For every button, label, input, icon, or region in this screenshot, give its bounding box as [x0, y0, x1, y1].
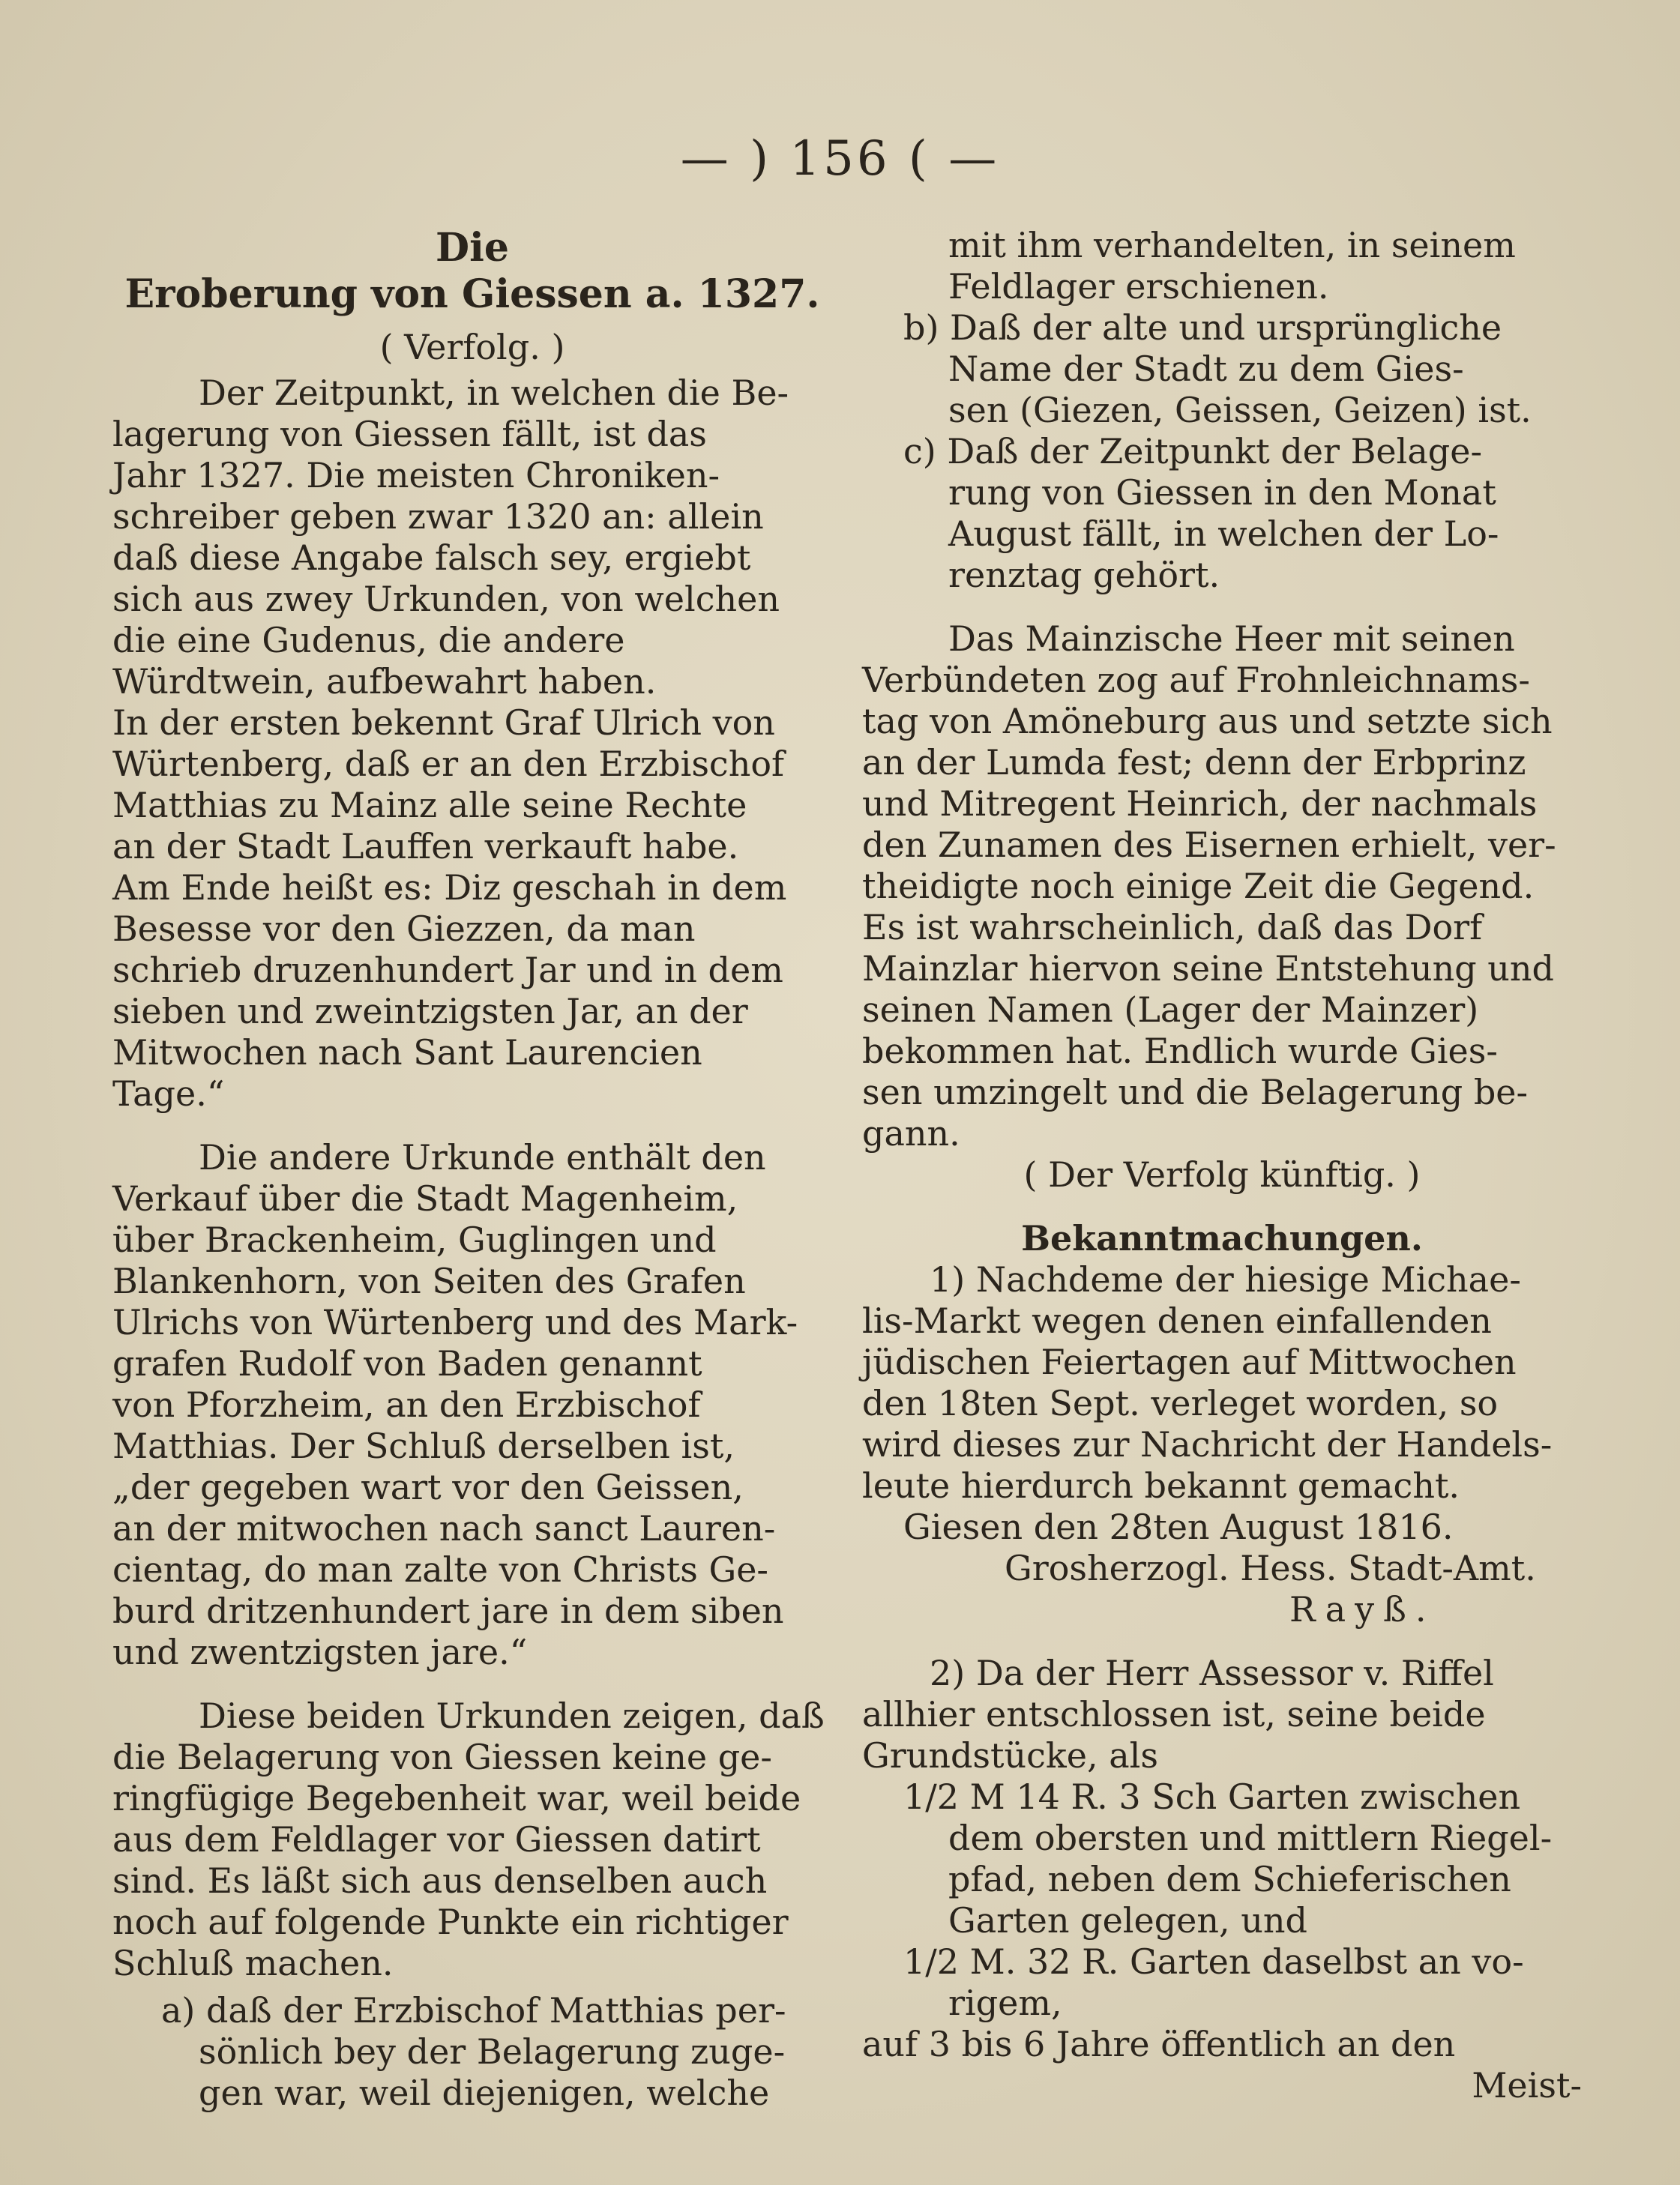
text-line: Besesse vor den Giezzen, da man [112, 908, 696, 949]
notice-1-date: Giesen den 28ten August 1816. [903, 1507, 1454, 1547]
catchword: Meist- [1472, 2065, 1582, 2106]
text-line: Es ist wahrscheinlich, daß das Dorf [862, 907, 1483, 947]
text-line: Der Zeitpunkt, in welchen die Be- [199, 373, 789, 413]
text-line: dem obersten und mittlern Riegel- [948, 1818, 1553, 1858]
text-line: Name der Stadt zu dem Gies- [948, 349, 1464, 389]
text-line: die eine Gudenus, die andere [112, 620, 625, 660]
text-line: Mitwochen nach Sant Laurencien [112, 1032, 702, 1073]
text-line: b) Daß der alte und ursprüngliche [903, 307, 1502, 348]
text-line: 1/2 M 14 R. 3 Sch Garten zwischen [903, 1776, 1521, 1817]
text-line: sieben und zweintzigsten Jar, an der [112, 991, 748, 1031]
text-line: renztag gehört. [948, 555, 1220, 595]
text-line: Grundstücke, als [862, 1735, 1158, 1776]
text-line: Garten gelegen, und [948, 1900, 1307, 1941]
text-line: 2) Da der Herr Assessor v. Riffel [930, 1653, 1494, 1693]
text-line: tag von Amöneburg aus und setzte sich [862, 701, 1553, 741]
text-line: von Pforzheim, an den Erzbischof [112, 1384, 701, 1425]
paragraph-4 [862, 618, 1582, 1154]
text-line: Tage.“ [112, 1073, 225, 1114]
text-line: die Belagerung von Giessen keine ge- [112, 1737, 772, 1777]
text-line: Matthias zu Mainz alle seine Rechte [112, 785, 747, 825]
notice-1-office: Grosherzogl. Hess. Stadt-Amt. [1005, 1548, 1536, 1588]
text-line: aus dem Feldlager vor Giessen datirt [112, 1819, 761, 1860]
text-line: gann. [862, 1113, 960, 1154]
text-line: und Mitregent Heinrich, der nachmals [862, 783, 1538, 824]
text-line: 1/2 M. 32 R. Garten daselbst an vo- [903, 1941, 1524, 1982]
text-line: sind. Es läßt sich aus denselben auch [112, 1860, 768, 1901]
text-line: Feldlager erschienen. [948, 266, 1329, 307]
text-line: und zwentzigsten jare.“ [112, 1632, 528, 1672]
text-line: Verkauf über die Stadt Magenheim, [112, 1178, 738, 1219]
text-line: a) daß der Erzbischof Matthias per- [161, 1990, 786, 2031]
text-line: theidigte noch einige Zeit die Gegend. [862, 866, 1535, 906]
text-line: allhier entschlossen ist, seine beide [862, 1694, 1486, 1735]
text-line: 1) Nachdeme der hiesige Michae- [930, 1259, 1521, 1300]
paragraph-2 [112, 1137, 832, 1673]
text-line: rigem, [948, 1983, 1062, 2023]
text-line: Würtenberg, daß er an den Erzbischof [112, 744, 785, 784]
text-line: seinen Namen (Lager der Mainzer) [862, 989, 1479, 1030]
text-line: Am Ende heißt es: Diz geschah in dem [112, 867, 787, 908]
text-line: lagerung von Giessen fällt, ist das [112, 414, 707, 454]
item-c [862, 431, 1582, 596]
text-line: an der Lumda fest; denn der Erbprinz [862, 742, 1526, 783]
text-line: Blankenhorn, von Seiten des Grafen [112, 1261, 746, 1301]
text-line: cientag, do man zalte von Christs Ge- [112, 1549, 768, 1590]
text-line: Ulrichs von Würtenberg und des Mark- [112, 1302, 798, 1342]
text-line: sen umzingelt und die Belagerung be- [862, 1072, 1529, 1112]
text-line: leute hierdurch bekannt gemacht. [862, 1465, 1460, 1506]
text-line: Diese beiden Urkunden zeigen, daß [199, 1696, 825, 1736]
text-line: noch auf folgende Punkte ein richtiger [112, 1902, 789, 1942]
plot-1 [862, 1776, 1582, 1941]
notice-1-signature: Rayß. [1289, 1589, 1436, 1630]
text-line: Das Mainzische Heer mit seinen [948, 618, 1515, 659]
text-line: schrieb druzenhundert Jar und in dem [112, 950, 783, 990]
left-column [112, 225, 832, 2114]
notice-2 [862, 1653, 1582, 1776]
text-line: Schluß machen. [112, 1943, 394, 1983]
text-line: wird dieses zur Nachricht der Handels- [862, 1424, 1553, 1465]
text-line: daß diese Angabe falsch sey, ergiebt [112, 537, 751, 578]
item-a-continued [862, 225, 1582, 307]
text-line: den 18ten Sept. verleget worden, so [862, 1383, 1499, 1423]
text-line: an der mitwochen nach sanct Lauren- [112, 1508, 776, 1549]
paragraph-3 [112, 1696, 832, 1984]
text-line: gen war, weil diejenigen, welche [199, 2073, 770, 2113]
text-line: mit ihm verhandelten, in seinem [948, 225, 1516, 265]
notice-1 [862, 1259, 1582, 1630]
text-line: sen (Giezen, Geissen, Geizen) ist. [948, 390, 1532, 430]
paragraph-1 [112, 373, 832, 1115]
text-line: schreiber geben zwar 1320 an: allein [112, 496, 764, 537]
text-line: Die andere Urkunde enthält den [199, 1137, 766, 1178]
item-a [112, 1990, 832, 2114]
text-line: auf 3 bis 6 Jahre öffentlich an den [862, 2024, 1456, 2064]
text-line: rung von Giessen in den Monat [948, 472, 1496, 513]
text-line: August fällt, in welchen der Lo- [948, 513, 1499, 554]
plot-2 [862, 1941, 1582, 2024]
article-title-line2: Eroberung von Giessen a. 1327. [124, 271, 820, 317]
text-line: c) Daß der Zeitpunkt der Belage- [903, 431, 1482, 471]
right-column [862, 225, 1582, 2106]
text-line: sich aus zwey Urkunden, von welchen [112, 579, 780, 619]
text-line: burd dritzenhundert jare in dem siben [112, 1591, 784, 1631]
text-line: ringfügige Begebenheit war, weil beide [112, 1778, 801, 1818]
text-line: sönlich bey der Belagerung zuge- [199, 2031, 786, 2072]
text-line: an der Stadt Lauffen verkauft habe. [112, 826, 739, 867]
text-line: lis-Markt wegen denen einfallenden [862, 1301, 1492, 1341]
text-line: grafen Rudolf von Baden genannt [112, 1343, 702, 1384]
text-line: Matthias. Der Schluß derselben ist, [112, 1426, 735, 1466]
text-line: jüdischen Feiertagen auf Mittwochen [862, 1342, 1517, 1382]
text-line: pfad, neben dem Schieferischen [948, 1859, 1511, 1899]
text-line: Mainzlar hiervon seine Entstehung und [862, 948, 1554, 989]
text-line: den Zunamen des Eisernen erhielt, ver- [862, 825, 1556, 865]
text-line: „der gegeben wart vor den Geissen, [112, 1467, 744, 1507]
text-line: bekommen hat. Endlich wurde Gies- [862, 1031, 1498, 1071]
announcements-heading: Bekanntmachungen. [1021, 1218, 1423, 1259]
to-be-continued-note: ( Der Verfolg künftig. ) [1023, 1154, 1421, 1195]
text-line: Verbündeten zog auf Frohnleichnams- [862, 660, 1530, 700]
item-b [862, 307, 1582, 431]
article-subtitle: ( Verfolg. ) [379, 327, 565, 367]
text-line: Jahr 1327. Die meisten Chroniken- [112, 455, 720, 495]
page-number-header: — ) 156 ( — [680, 131, 1000, 187]
text-line: Würdtwein, aufbewahrt haben. [112, 661, 657, 702]
text-line: In der ersten bekennt Graf Ulrich von [112, 702, 775, 743]
article-title-line1: Die [436, 225, 509, 271]
text-line: über Brackenheim, Guglingen und [112, 1220, 717, 1260]
